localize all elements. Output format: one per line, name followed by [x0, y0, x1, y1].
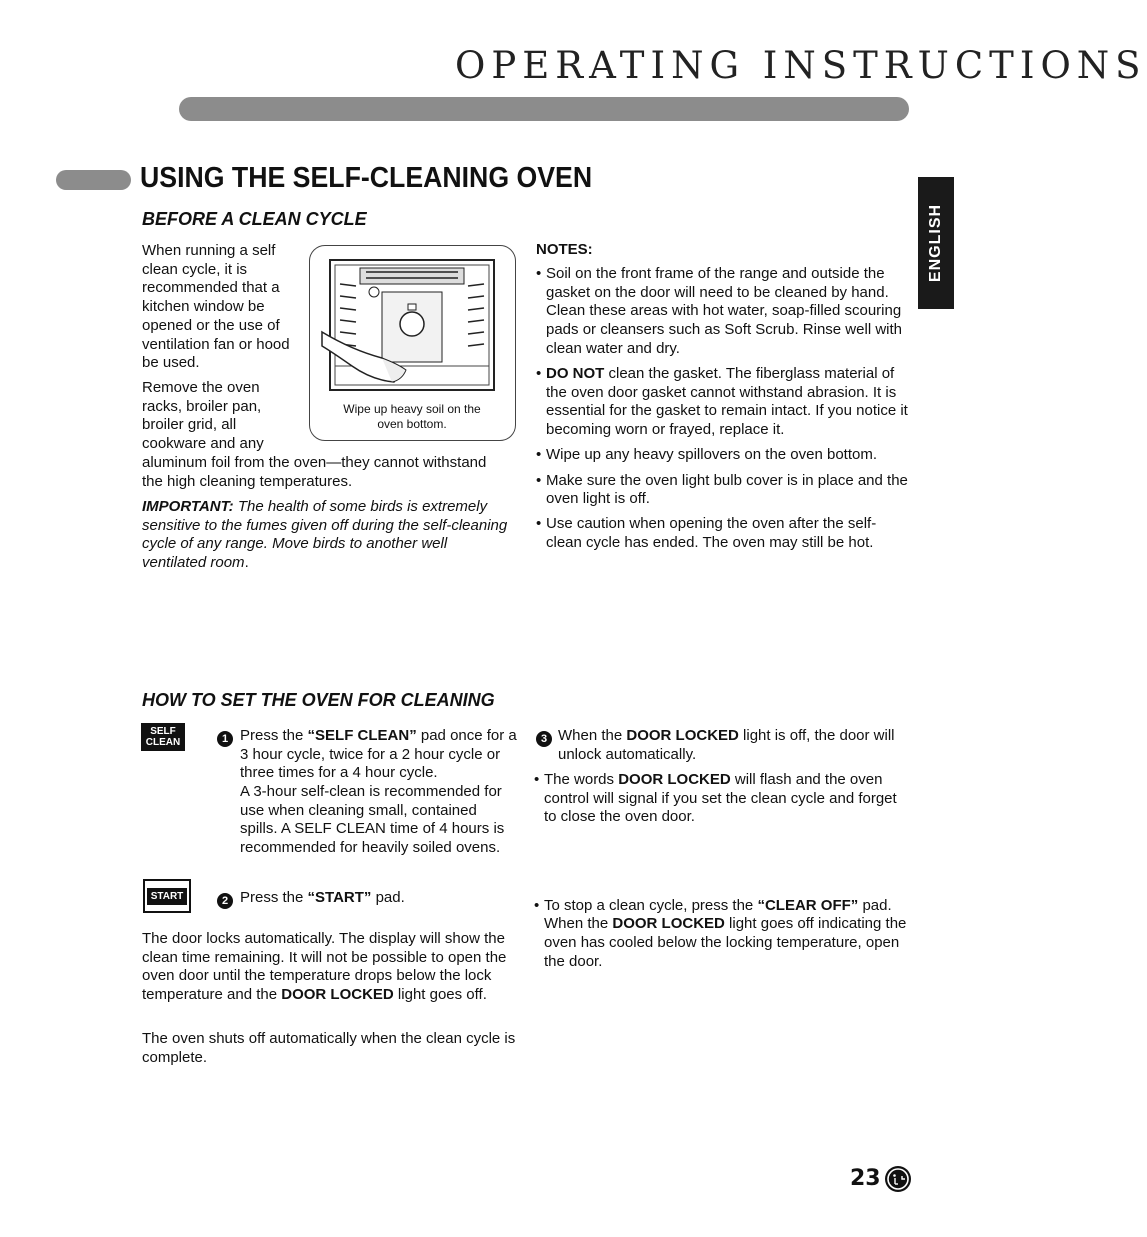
- note-text: Use caution when opening the oven after the self-clean cycle has ended. The oven may still be hot.: [546, 515, 877, 552]
- lg-logo-icon: [885, 1166, 911, 1192]
- step-1-text: [240, 727, 518, 783]
- bullet-dot: •: [536, 515, 542, 533]
- text-line: aluminum foil from the oven—they cannot withstand: [142, 454, 487, 471]
- step-2-text: [240, 889, 518, 908]
- text-run: light goes off indicating the oven has cooled below the locking temperature, open the door.: [544, 915, 907, 970]
- step-number-badge: 1: [217, 731, 233, 747]
- caption-line: Wipe up heavy soil on the: [343, 402, 481, 416]
- bullet-dot: •: [534, 771, 540, 788]
- note-text: Soil on the front frame of the range and outside the gasket on the door will need to be cleaned by hand. Clean these areas with hot water, soap-filled scouring pads or cleansers such as Soft Scrub. Rinse well with clean water and dry.: [546, 265, 902, 357]
- step-number-badge: 3: [536, 731, 552, 747]
- caption-line: oven bottom.: [377, 417, 447, 431]
- step-1-detail: A 3-hour self-clean is recommended for use when cleaning small, contained spills. A SELF CLEAN time of 4 hours is recommended for heavily soiled ovens.: [240, 783, 505, 857]
- bullet-dot: •: [536, 471, 542, 489]
- important-label: IMPORTANT:: [142, 498, 234, 515]
- text-run: light goes off.: [393, 986, 487, 1004]
- door-locks-paragraph: [142, 930, 517, 1005]
- lg-logo-mark: [885, 1166, 911, 1192]
- shutoff-paragraph: The oven shuts off automatically when the clean cycle is complete.: [142, 1030, 516, 1066]
- text-line: ventilation fan or hood: [142, 335, 290, 353]
- language-tab: [918, 177, 954, 309]
- text-run: pad.: [371, 889, 405, 906]
- before-narrow-paragraph-2: [142, 379, 307, 454]
- text-bold: DOOR LOCKED: [612, 915, 725, 933]
- before-narrow-paragraph-1: [142, 242, 307, 373]
- text-run: The door locks automatically. The display will show the clean time remaining. It will not be possible to open the oven door until the temperature drops below the lock temperature and the: [142, 930, 507, 1004]
- step-3-text: [558, 727, 912, 764]
- note-item: [536, 446, 912, 465]
- note-text: clean the gasket. The fiberglass material of the oven door gasket cannot withstand abrasion. It is essential for the gasket to remain intact. If you notice it becoming worn or frayed, replace it.: [546, 365, 908, 439]
- text-run: Press the: [240, 727, 308, 744]
- page-header-title: OPERATING INSTRUCTIONS: [455, 44, 1147, 87]
- note-item: [536, 515, 912, 552]
- section-pill-decoration: [56, 170, 131, 190]
- text-bold: “SELF CLEAN”: [307, 727, 417, 744]
- text-bold: DOOR LOCKED: [281, 986, 394, 1004]
- step-2-number: [217, 891, 233, 909]
- text-line: When running a self: [142, 242, 276, 259]
- text-run: The words: [544, 771, 619, 788]
- important-note: [142, 498, 514, 573]
- text-line: kitchen window be: [142, 298, 265, 316]
- notes-title: NOTES:: [536, 241, 593, 258]
- pad-label: SELF: [150, 726, 176, 737]
- note-item: [536, 365, 912, 440]
- before-clean-heading: BEFORE A CLEAN CYCLE: [142, 209, 367, 229]
- language-tab-label: ENGLISH: [927, 203, 944, 283]
- page-number: 23: [850, 1166, 881, 1191]
- text-run: light is off, the door will unlock automatically.: [558, 727, 895, 763]
- bullet-dot: •: [536, 265, 542, 282]
- door-locked-flash-item: [534, 771, 910, 827]
- before-wide-paragraph: [142, 454, 514, 491]
- text-run: will flash and the oven control will signal if you set the clean cycle and forget to close the oven door.: [544, 771, 897, 826]
- oven-interior-illustration: [322, 254, 502, 398]
- text-run: pad. When the: [544, 896, 892, 933]
- text-line: racks, broiler pan,: [142, 397, 262, 415]
- note-text: Make sure the oven light bulb cover is in place and the oven light is off.: [546, 471, 908, 508]
- important-end: .: [244, 554, 249, 572]
- section-title: USING THE SELF-CLEANING OVEN: [140, 162, 593, 194]
- step-number-badge: 2: [217, 893, 233, 909]
- figure-caption: [314, 402, 510, 432]
- step-1-number: [217, 729, 233, 747]
- text-line: recommended that a: [142, 279, 280, 297]
- text-run: pad once for a 3 hour cycle, twice for a 2 hour cycle or three times for a 4 hour cycle.: [240, 727, 517, 782]
- step-3-number: [536, 729, 552, 747]
- text-line: Remove the oven: [142, 379, 260, 396]
- text-run: Press the: [240, 889, 308, 906]
- notes-section: [536, 241, 912, 559]
- text-bold: DOOR LOCKED: [618, 771, 731, 788]
- text-run: When the: [558, 727, 627, 744]
- text-line: the high cleaning temperatures.: [142, 472, 353, 490]
- text-bold: DOOR LOCKED: [626, 727, 739, 744]
- text-line: be used.: [142, 354, 200, 372]
- text-run: To stop a clean cycle, press the: [544, 896, 758, 914]
- text-line: cookware and any: [142, 435, 264, 453]
- pad-label: CLEAN: [145, 737, 181, 748]
- stop-clean-item: [534, 897, 918, 972]
- text-line: broiler grid, all: [142, 416, 237, 434]
- bullet-dot: •: [536, 446, 542, 464]
- self-clean-pad-icon: [141, 723, 185, 751]
- note-item: [536, 472, 912, 509]
- bullet-dot: •: [536, 365, 542, 383]
- text-bold: “START”: [307, 889, 372, 906]
- note-bold: DO NOT: [546, 365, 605, 383]
- note-text: Wipe up any heavy spillovers on the oven bottom.: [546, 446, 878, 464]
- note-item: [536, 265, 912, 359]
- text-line: opened or the use of: [142, 316, 280, 334]
- important-text: The health of some birds is extremely sensitive to the fumes given off during the self-cleaning cycle of any range. Move birds to another well ventilated room: [142, 498, 508, 572]
- how-to-heading: HOW TO SET THE OVEN FOR CLEANING: [142, 690, 495, 710]
- header-bar: [179, 97, 909, 121]
- pad-label: START: [147, 888, 188, 905]
- text-line: clean cycle, it is: [142, 260, 248, 278]
- bullet-dot: •: [534, 896, 540, 914]
- start-pad-icon: [143, 879, 191, 913]
- text-bold: “CLEAR OFF”: [757, 896, 859, 914]
